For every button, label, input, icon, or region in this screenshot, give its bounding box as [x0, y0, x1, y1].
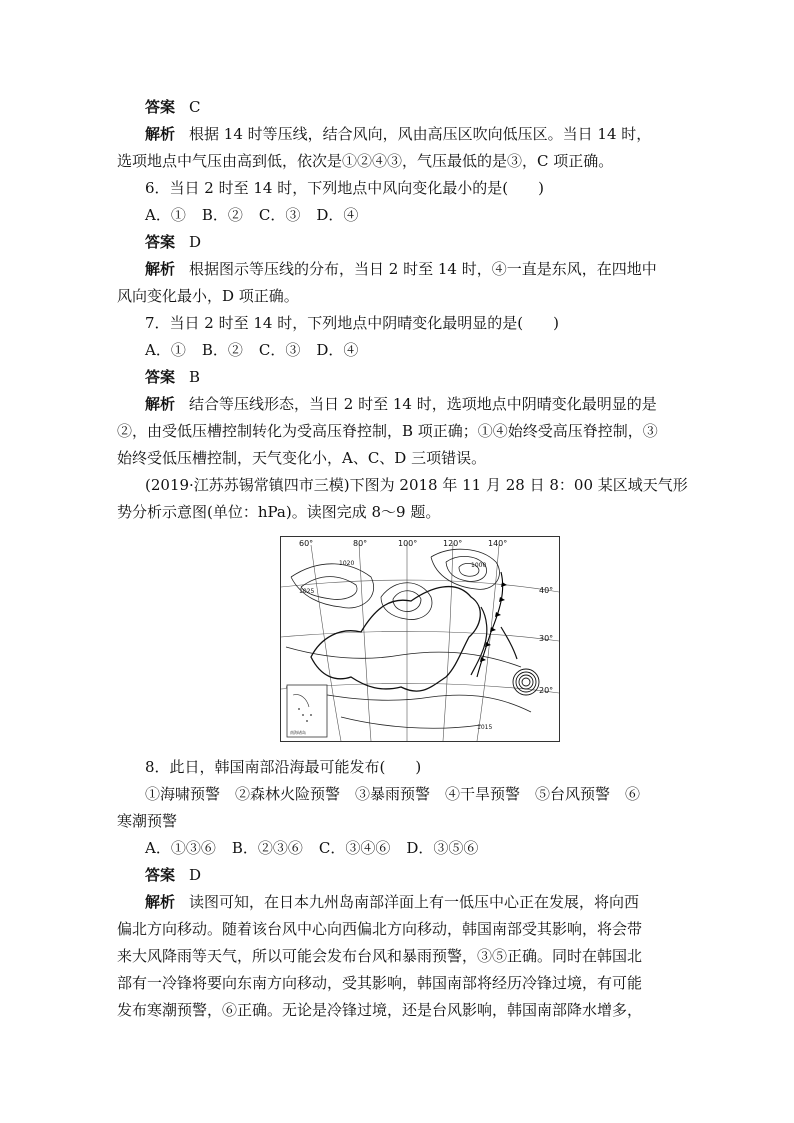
- answer-line: [145, 366, 715, 388]
- analysis-label: 解析: [145, 893, 176, 911]
- analysis-text: ②，由受低压槽控制转化为受高压脊控制，B 项正确；①④始终受高压脊控制，③: [117, 422, 658, 440]
- isobar-label: 1000: [471, 562, 487, 569]
- option-d: D．④: [316, 341, 359, 359]
- lat-label: 40°: [539, 586, 554, 595]
- weather-map-svg: [281, 537, 559, 741]
- isobar-label: 1020: [339, 560, 355, 567]
- analysis-text: 根据 14 时等压线，结合风向，风由高压区吹向低压区。当日 14 时，: [189, 125, 652, 143]
- analysis-text: 来大风降雨等天气，所以可能会发布台风和暴雨预警，③⑤正确。同时在韩国北: [117, 947, 643, 965]
- analysis-text: 读图可知，在日本九州岛南部洋面上有一低压中心正在发展，将向西: [189, 893, 640, 911]
- answer-label: 答案: [145, 368, 176, 386]
- analysis-text: 部有一冷锋将要向东南方向移动，受其影响，韩国南部将经历冷锋过境，有可能: [117, 974, 643, 992]
- analysis-text: 偏北方向移动。随着该台风中心向西偏北方向移动，韩国南部受其影响，将会带: [117, 920, 643, 938]
- material-intro: (2019·江苏苏锡常镇四市三模)下图为 2018 年 11 月 28 日 8：00 某区域天气形: [145, 476, 688, 494]
- analysis-line: [145, 123, 715, 145]
- answer-label: 答案: [145, 98, 176, 116]
- analysis-label: 解析: [145, 125, 176, 143]
- lat-label: 20°: [539, 686, 554, 695]
- analysis-text: 风向变化最小，D 项正确。: [117, 287, 299, 305]
- material-intro: 势分析示意图(单位：hPa)。读图完成 8～9 题。: [117, 503, 441, 521]
- lon-label: 120°: [443, 539, 463, 548]
- answer-value: C: [189, 98, 201, 116]
- items-line: ①海啸预警 ②森林火险预警 ③暴雨预警 ④干旱预警 ⑤台风预警 ⑥: [145, 785, 641, 803]
- analysis-line: [145, 393, 715, 415]
- analysis-text: 结合等压线形态，当日 2 时至 14 时，选项地点中阴晴变化最明显的是: [189, 395, 657, 413]
- inset-label: 南海诸岛: [290, 730, 306, 735]
- question-stem: 6．当日 2 时至 14 时，下列地点中风向变化最小的是( ): [145, 179, 544, 197]
- analysis-label: 解析: [145, 260, 176, 278]
- option-b: B．②③⑥: [231, 839, 303, 857]
- answer-value: D: [189, 866, 202, 884]
- answer-line: [145, 231, 715, 253]
- option-b: B．②: [201, 341, 243, 359]
- lon-label: 60°: [299, 539, 314, 548]
- options-line: [145, 204, 715, 226]
- option-b: B．②: [201, 206, 243, 224]
- answer-line: [145, 96, 715, 118]
- items-line: 寒潮预警: [117, 812, 178, 830]
- option-c: C．③: [258, 341, 301, 359]
- isobar-label: 1015: [477, 724, 493, 731]
- lat-label: 30°: [539, 634, 554, 643]
- analysis-label: 解析: [145, 395, 176, 413]
- analysis-text: 发布寒潮预警，⑥正确。无论是冷锋过境，还是台风影响，韩国南部降水增多，: [117, 1001, 643, 1019]
- lon-label: 100°: [398, 539, 418, 548]
- answer-label: 答案: [145, 866, 176, 884]
- option-c: C．③④⑥: [318, 839, 391, 857]
- answer-value: D: [189, 233, 202, 251]
- question-stem: 8．此日，韩国南部沿海最可能发布( ): [145, 758, 422, 776]
- answer-line: [145, 864, 715, 886]
- lon-label: 80°: [353, 539, 368, 548]
- question-stem: 7．当日 2 时至 14 时，下列地点中阴晴变化最明显的是( ): [145, 314, 559, 332]
- option-a: A．①: [145, 341, 186, 359]
- option-a: A．①③⑥: [145, 839, 216, 857]
- weather-map-figure: [280, 536, 560, 742]
- analysis-line: [145, 891, 715, 913]
- option-a: A．①: [145, 206, 186, 224]
- option-d: D．④: [316, 206, 359, 224]
- answer-label: 答案: [145, 233, 176, 251]
- analysis-text: 始终受低压槽控制，天气变化小，A、C、D 三项错误。: [117, 449, 487, 467]
- answer-value: B: [189, 368, 201, 386]
- isobar-label: 1025: [299, 588, 315, 595]
- lon-label: 140°: [488, 539, 508, 548]
- analysis-text: 根据图示等压线的分布，当日 2 时至 14 时，④一直是东风，在四地中: [189, 260, 657, 278]
- option-c: C．③: [258, 206, 301, 224]
- option-d: D．③⑤⑥: [406, 839, 479, 857]
- analysis-text: 选项地点中气压由高到低，依次是①②④③，气压最低的是③，C 项正确。: [117, 152, 614, 170]
- analysis-line: [145, 258, 715, 280]
- options-line: [145, 837, 715, 859]
- options-line: [145, 339, 715, 361]
